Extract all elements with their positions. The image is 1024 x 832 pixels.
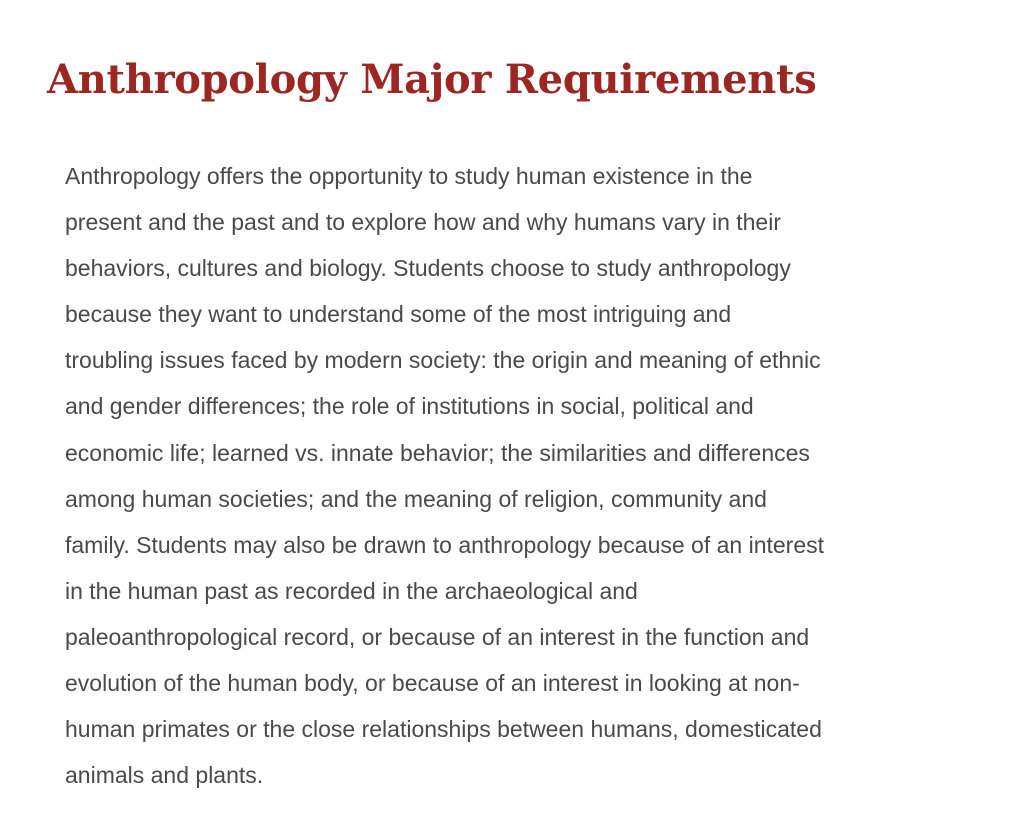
intro-line: family. Students may also be drawn to anthropology because of an interest bbox=[65, 531, 825, 558]
intro-line: and gender differences; the role of institutions in social, political and bbox=[65, 393, 754, 420]
page-title: Anthropology Major Requirements bbox=[47, 56, 817, 103]
intro-line: among human societies; and the meaning of religion, community and bbox=[65, 485, 767, 512]
intro-line: Anthropology offers the opportunity to study human existence in the bbox=[65, 163, 753, 189]
intro-line: human primates or the close relationships between humans, domesticated bbox=[65, 716, 822, 743]
intro-line: in the human past as recorded in the archaeological and bbox=[65, 577, 638, 604]
intro-line: animals and plants. bbox=[65, 762, 264, 789]
intro-line: troubling issues faced by modern society: the origin and meaning of ethnic bbox=[65, 347, 821, 374]
intro-line: because they want to understand some of the most intriguing and bbox=[65, 301, 732, 328]
intro-line: present and the past and to explore how and why humans vary in their bbox=[65, 209, 781, 236]
intro-line: paleoanthropological record, or because of an interest in the function and bbox=[65, 623, 810, 650]
intro-line: evolution of the human body, or because of an interest in looking at non- bbox=[65, 670, 800, 697]
intro-line: behaviors, cultures and biology. Students choose to study anthropology bbox=[65, 255, 791, 282]
intro-paragraph bbox=[65, 153, 885, 798]
intro-line: economic life; learned vs. innate behavior; the similarities and differences bbox=[65, 439, 810, 466]
